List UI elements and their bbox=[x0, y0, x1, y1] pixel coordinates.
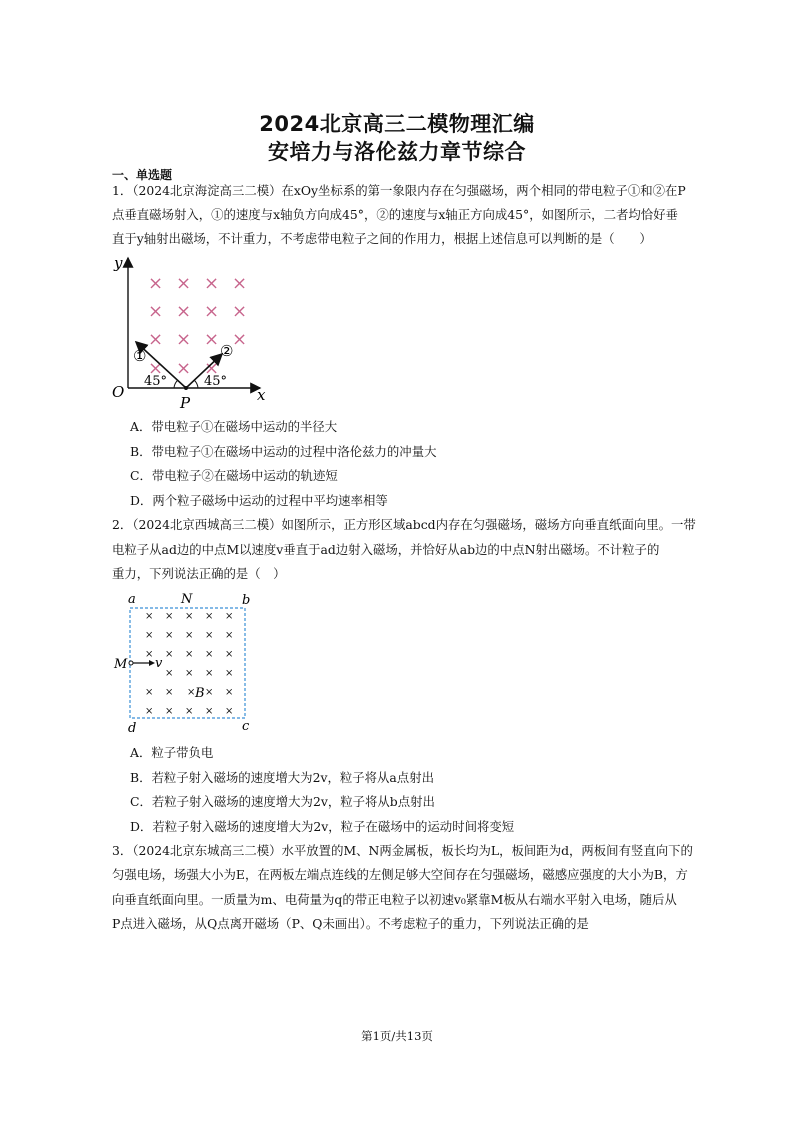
q2-field-cross: × bbox=[185, 611, 194, 622]
q2-velocity-label: v bbox=[155, 656, 163, 671]
q2-field-cross: × bbox=[185, 649, 194, 660]
q1-angle-2-label: 45° bbox=[204, 374, 228, 389]
q2-field-cross: × bbox=[165, 668, 174, 679]
q2-field-cross: × bbox=[225, 611, 234, 622]
q2-line-3: 重力，下列说法正确的是（ ） bbox=[112, 566, 286, 581]
q2-field-cross: × bbox=[225, 630, 234, 641]
q2-field-cross: × bbox=[185, 668, 194, 679]
q2-point-n-label: N bbox=[181, 592, 193, 607]
document-title: 2024北京高三二模物理汇编 bbox=[259, 112, 535, 136]
q2-field-cross: × bbox=[165, 611, 174, 622]
q2-field-cross: × bbox=[205, 630, 214, 641]
q1-option-a: A．带电粒子①在磁场中运动的半径大 bbox=[130, 419, 338, 434]
q1-option-c: C．带电粒子②在磁场中运动的轨迹短 bbox=[130, 468, 338, 483]
q2-option-d: D．若粒子射入磁场的速度增大为2v，粒子在磁场中的运动时间将变短 bbox=[130, 819, 515, 834]
q2-corner-d: d bbox=[128, 721, 137, 736]
q3-line-2: 匀强电场，场强大小为E，在两板左端点连线的左侧足够大空间存在匀强磁场，磁感应强度的大小为B，方 bbox=[112, 867, 688, 882]
q2-option-c: C．若粒子射入磁场的速度增大为2v，粒子将从b点射出 bbox=[130, 794, 435, 809]
q2-point-m bbox=[129, 661, 133, 665]
q1-particle-2-label: ② bbox=[220, 342, 234, 360]
q2-corner-a: a bbox=[128, 592, 136, 607]
q1-field-cross: × bbox=[204, 358, 220, 379]
q2-field-cross: × bbox=[225, 668, 234, 679]
q2-field-cross: × bbox=[225, 687, 234, 698]
q1-angle-arc-1 bbox=[174, 380, 178, 388]
q1-x-label: x bbox=[257, 386, 266, 404]
q1-field-cross: × bbox=[204, 273, 220, 294]
q2-field-cross: × bbox=[165, 706, 174, 717]
document-subtitle: 安培力与洛伦兹力章节综合 bbox=[268, 140, 526, 164]
q1-option-b: B．带电粒子①在磁场中运动的过程中洛伦兹力的冲量大 bbox=[130, 444, 437, 459]
q1-field-cross: × bbox=[204, 329, 220, 350]
q2-field-cross: × bbox=[205, 706, 214, 717]
q2-line-1: 2．（2024北京西城高三二模）如图所示，正方形区域abcd内存在匀强磁场，磁场方向垂直纸面向里。一带 bbox=[112, 517, 696, 532]
q1-field-cross: × bbox=[148, 273, 164, 294]
q1-field-cross: × bbox=[148, 329, 164, 350]
q2-field-label: B bbox=[195, 686, 205, 701]
q2-field-cross: × bbox=[205, 687, 214, 698]
q1-field-cross: × bbox=[176, 273, 192, 294]
q1-field-cross: × bbox=[232, 329, 248, 350]
q1-particle-1-label: ① bbox=[133, 347, 147, 365]
q1-field-cross: × bbox=[176, 301, 192, 322]
q1-line-2: 点垂直磁场射入，①的速度与x轴负方向成45°，②的速度与x轴正方向成45°，如图所示，二者均恰好垂 bbox=[112, 207, 678, 222]
q2-option-b: B．若粒子射入磁场的速度增大为2v，粒子将从a点射出 bbox=[130, 770, 434, 785]
q1-field-cross: × bbox=[176, 329, 192, 350]
q1-y-label: y bbox=[114, 254, 123, 272]
q2-point-m-label: M bbox=[114, 657, 128, 672]
q2-field-cross: × bbox=[225, 649, 234, 660]
q2-field-cross: × bbox=[205, 649, 214, 660]
q1-angle-1-label: 45° bbox=[144, 374, 168, 389]
q1-field-cross: × bbox=[148, 301, 164, 322]
q2-option-a: A．粒子带负电 bbox=[130, 745, 214, 760]
q1-angle-arc-2 bbox=[194, 380, 198, 388]
q2-figure bbox=[110, 590, 260, 740]
q2-field-cross: × bbox=[165, 687, 174, 698]
q2-field-cross: × bbox=[187, 687, 196, 698]
q2-field-cross: × bbox=[165, 630, 174, 641]
page-number: 第1页/共13页 bbox=[361, 1029, 433, 1043]
q1-origin-label: O bbox=[112, 383, 125, 401]
q2-field-cross: × bbox=[165, 649, 174, 660]
q2-field-cross: × bbox=[145, 630, 154, 641]
q2-field-cross: × bbox=[145, 649, 154, 660]
q1-point-label: P bbox=[180, 394, 191, 410]
q2-field-cross: × bbox=[205, 611, 214, 622]
q3-line-1: 3．（2024北京东城高三二模）水平放置的M、N两金属板，板长均为L，板间距为d，两板间有竖直向下的 bbox=[112, 843, 693, 858]
q1-field-cross: × bbox=[232, 273, 248, 294]
q2-field-cross: × bbox=[145, 706, 154, 717]
q1-line-3: 直于y轴射出磁场，不计重力，不考虑带电粒子之间的作用力，根据上述信息可以判断的是（ ） bbox=[112, 231, 652, 246]
q2-corner-c: c bbox=[242, 719, 250, 734]
q3-line-4: P点进入磁场，从Q点离开磁场（P、Q未画出）。不考虑粒子的重力，下列说法正确的是 bbox=[112, 916, 589, 931]
q2-field-cross: × bbox=[185, 630, 194, 641]
q2-field-cross: × bbox=[225, 706, 234, 717]
q1-field-cross: × bbox=[148, 358, 164, 379]
q1-point-p bbox=[184, 386, 188, 390]
q2-corner-b: b bbox=[242, 593, 251, 608]
q2-line-2: 电粒子从ad边的中点M以速度v垂直于ad边射入磁场，并恰好从ab边的中点N射出磁场。不计粒子的 bbox=[112, 542, 660, 557]
q2-field-cross: × bbox=[145, 687, 154, 698]
q2-field-cross: × bbox=[145, 611, 154, 622]
section-heading: 一、单选题 bbox=[112, 168, 173, 182]
q1-field-cross: × bbox=[176, 358, 192, 379]
q2-field-cross: × bbox=[185, 706, 194, 717]
q3-line-3: 向垂直纸面向里。一质量为m、电荷量为q的带正电粒子以初速v₀紧靠M板从右端水平射入电场，随后从 bbox=[112, 892, 677, 907]
q1-field-cross: × bbox=[204, 301, 220, 322]
q1-option-d: D．两个粒子磁场中运动的过程中平均速率相等 bbox=[130, 493, 388, 508]
q1-figure bbox=[110, 250, 280, 410]
q2-field-cross: × bbox=[205, 668, 214, 679]
q1-field-cross: × bbox=[232, 301, 248, 322]
q1-line-1: 1．（2024北京海淀高三二模）在xOy坐标系的第一象限内存在匀强磁场，两个相同的带电粒子①和②在P bbox=[112, 183, 686, 198]
